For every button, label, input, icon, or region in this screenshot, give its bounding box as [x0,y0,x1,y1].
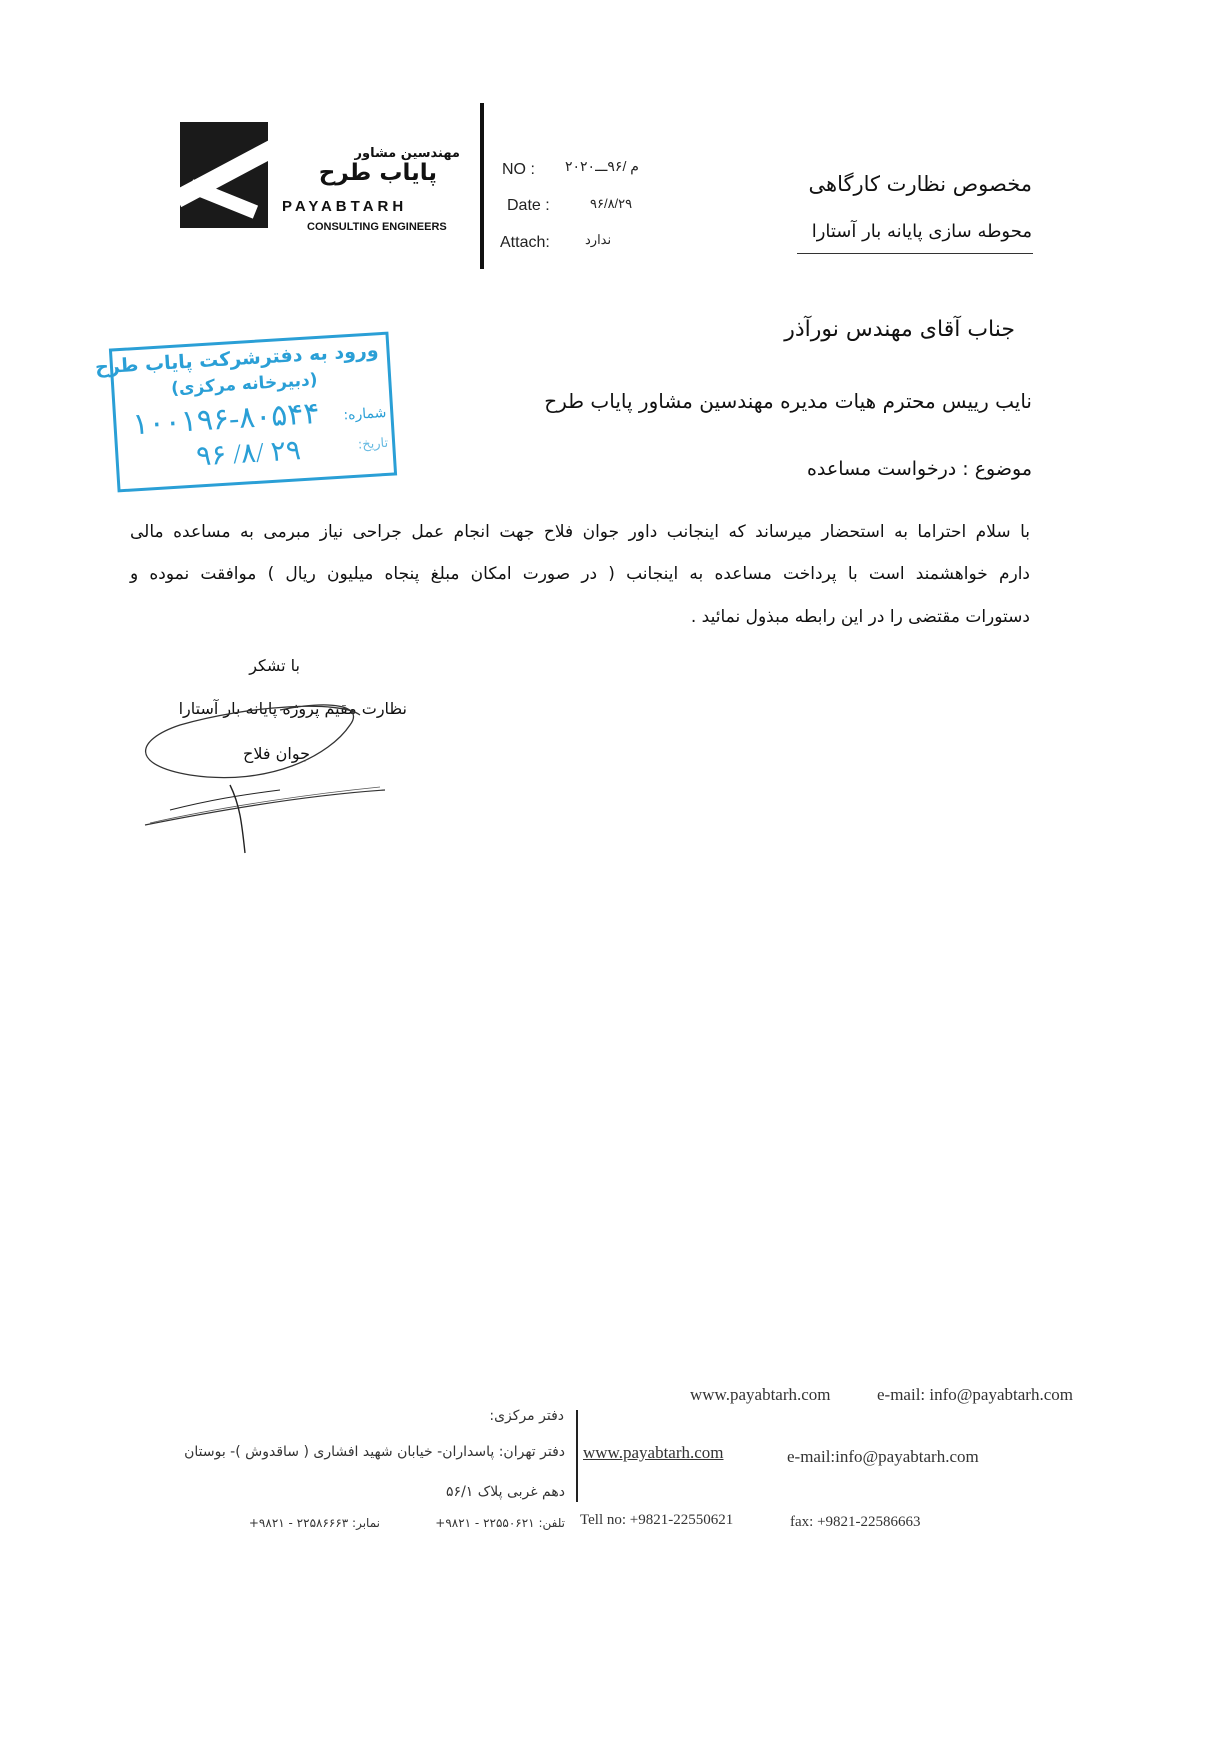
footer-phone-en: Tell no: +9821-22550621 [580,1512,734,1528]
company-subtitle-en: CONSULTING ENGINEERS [307,221,447,233]
header-divider [480,103,484,269]
incoming-mail-stamp [94,332,397,493]
stamp-date-label: تاریخ: [357,435,389,453]
body-paragraph-line-3: دستورات مقتضی را در این رابطه مبذول نمائید . [690,607,1030,627]
classification-project: محوطه سازی پایانه بار آستارا [811,221,1032,242]
ref-date-value: ۹۶/۸/۲۹ [590,196,633,211]
ref-number-label: NO : [502,161,535,178]
company-name-fa: پایاب طرح [318,160,437,186]
company-name-fa-prefix: مهندسین مشاور [354,146,460,161]
footer-fax-en: fax: +9821-22586663 [790,1514,921,1530]
company-name-en: PAYABTARH [282,198,408,215]
classification-title: مخصوص نظارت کارگاهی [808,172,1032,196]
ref-date-label: Date : [507,197,550,214]
stamp-number-label: شماره: [342,404,387,424]
stamp-date-value: ۹۶ /۸/ ۲۹ [195,435,302,473]
footer-fax-fa: نمابر: ۲۲۵۸۶۶۶۳ - ۹۸۲۱+ [248,1516,380,1530]
signer-position: نظارت مقیم پروژه پایانه بار آستارا [178,699,407,718]
footer-divider [576,1410,578,1502]
ref-number-value: م /۹۶ـــ۲۰۲۰ [565,158,639,174]
ref-attachment-value: ندارد [585,232,612,247]
stamp-number-value: ۱۰۰۱۹۶-۸۰۵۴۴ [131,396,321,442]
footer-email-top: e-mail: info@payabtarh.com [877,1385,1073,1404]
classification-underline [797,253,1033,254]
footer-office-label: دفتر مرکزی: [489,1408,564,1424]
handwritten-signature [130,695,430,855]
footer-address-line-2: دهم غربی پلاک ۵۶/۱ [446,1484,565,1500]
footer-website-link[interactable]: www.payabtarh.com [583,1443,724,1462]
body-paragraph-line-1: با سلام احتراما به استحضار میرساند که اینجانب داور جوان فلاح جهت انجام عمل جراحی نیاز مبرمی به مساعده مالی [130,522,1030,542]
ref-attachment-label: Attach: [500,234,550,251]
footer-phone-fa: تلفن: ۲۲۵۵۰۶۲۱ - ۹۸۲۱+ [435,1516,565,1530]
stamp-title: ورود به دفترشرکت پایاب طرح [94,339,380,379]
addressee-name: جناب آقای مهندس نورآذر [784,317,1015,342]
closing-thanks: با تشکر [249,656,300,675]
stamp-subtitle: (دبیرخانه مرکزی) [170,370,319,399]
company-logo-mark [180,122,268,228]
letter-subject: موضوع : درخواست مساعده [806,458,1032,480]
signer-name: جوان فلاح [243,744,310,763]
addressee-title: نایب رییس محترم هیات مدیره مهندسین مشاور پایاب طرح [544,389,1032,413]
footer-address-line-1: دفتر تهران: پاسداران- خیابان شهید افشاری ( ساقدوش )- بوستان [184,1444,565,1460]
body-paragraph-line-2: دارم خواهشمند است با پرداخت مساعده به اینجانب ( در صورت امکان مبلغ پنجاه میلیون ریال ) موافقت نموده و [130,564,1030,584]
footer-website-top: www.payabtarh.com [690,1385,831,1404]
footer-email: e-mail:info@payabtarh.com [787,1447,979,1466]
